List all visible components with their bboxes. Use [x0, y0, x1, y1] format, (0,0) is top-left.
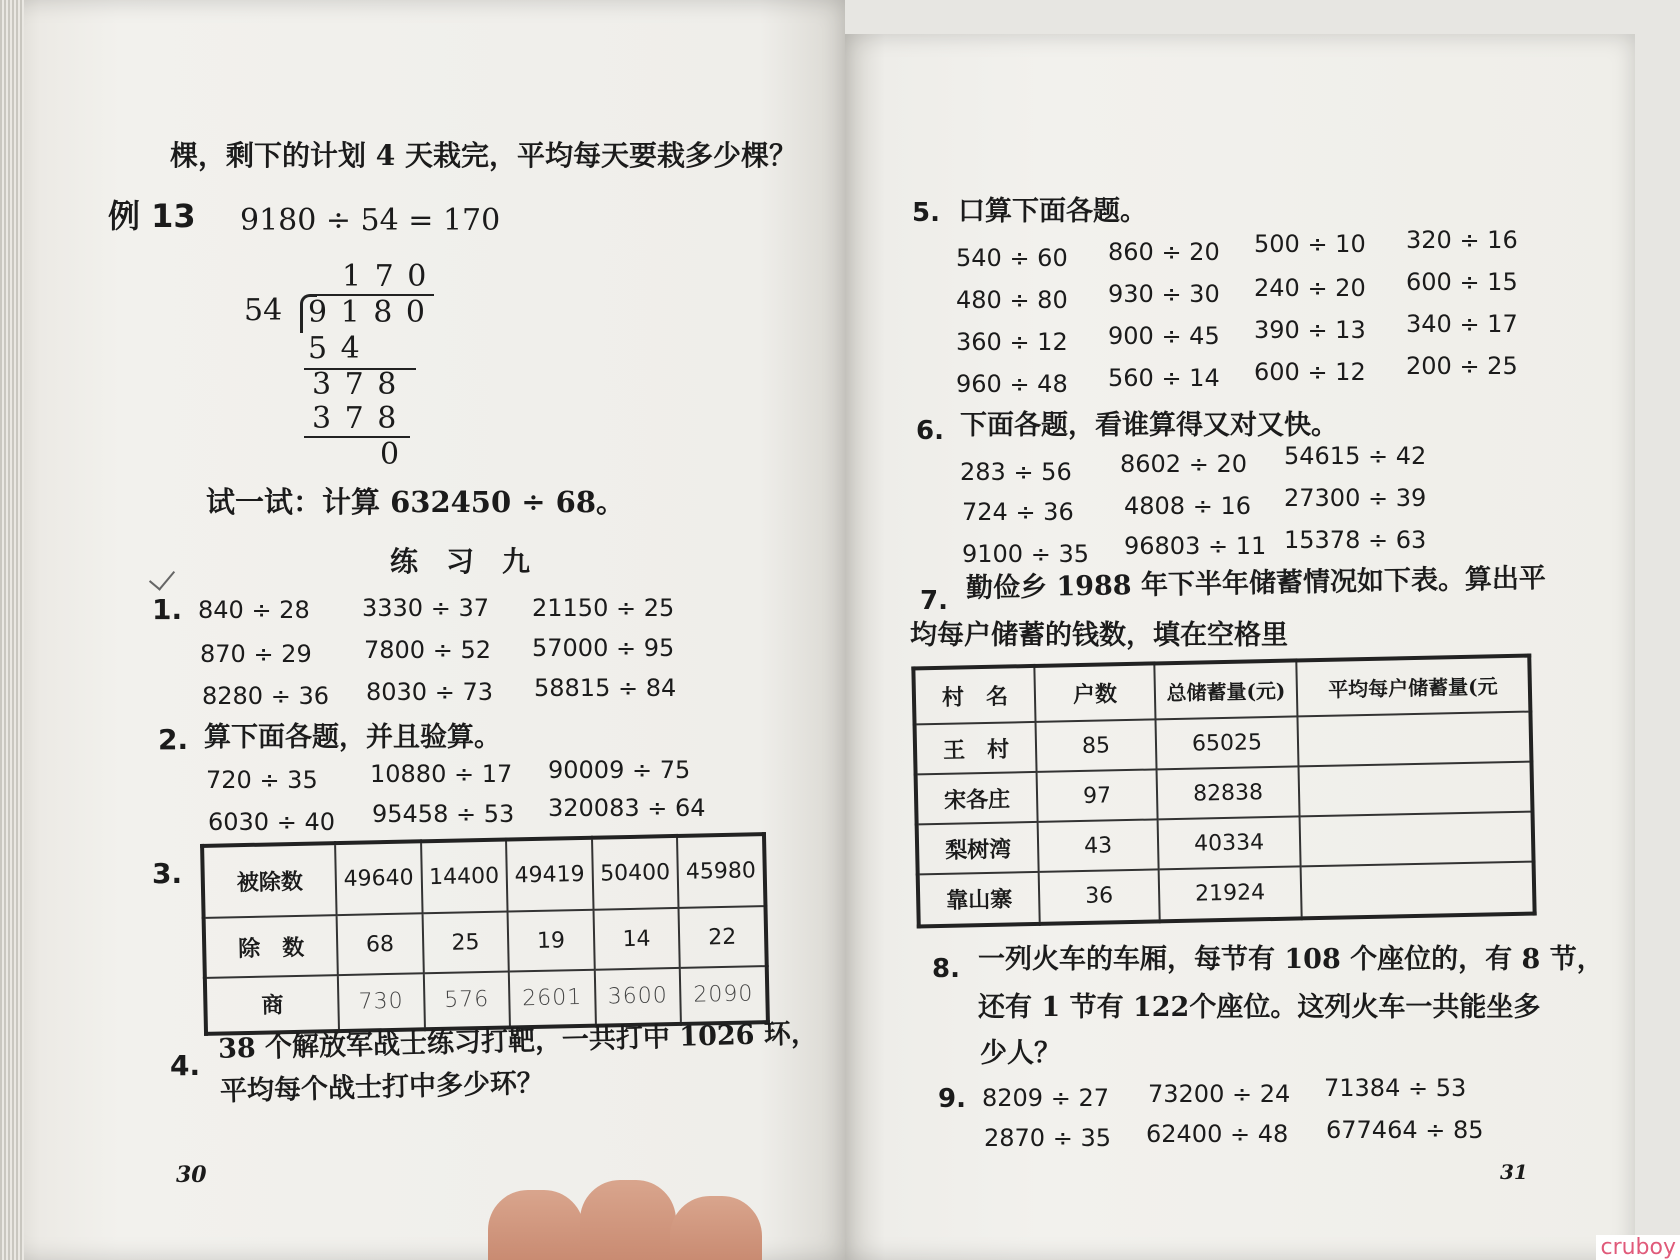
q8-line-3: 少人？ [980, 1038, 1061, 1069]
finger [488, 1190, 584, 1260]
q9-number: 9. [938, 1084, 966, 1114]
example-equation: 9180 ÷ 54 = 170 [240, 203, 501, 238]
q6-instruction: 下面各题，看谁算得又对又快。 [960, 410, 1338, 441]
q8-line-1: 一列火车的车厢，每节有 108 个座位的，有 8 节， [978, 944, 1604, 975]
q5-item: 540 ÷ 60 [956, 244, 1068, 272]
q5-item: 500 ÷ 10 [1254, 230, 1366, 258]
table-cell: 49419 [506, 838, 593, 912]
table-cell: 19 [508, 910, 595, 972]
q6-item: 54615 ÷ 42 [1284, 442, 1427, 470]
col-header-average: 平均每户储蓄量(元 [1296, 656, 1530, 717]
q5-item: 600 ÷ 15 [1406, 268, 1518, 296]
q2-item: 95458 ÷ 53 [372, 800, 515, 828]
q6-item: 8602 ÷ 20 [1120, 450, 1247, 478]
q6-item: 15378 ÷ 63 [1284, 526, 1427, 554]
households-cell: 43 [1038, 820, 1159, 873]
q2-instruction: 算下面各题，并且验算。 [204, 722, 501, 753]
table-cell: 49640 [335, 841, 422, 915]
q4-number: 4. [170, 1049, 201, 1082]
q7-number: 7. [920, 586, 948, 616]
q2-item: 6030 ÷ 40 [208, 808, 335, 836]
division-remainder: 0 [380, 437, 400, 472]
table-cell: 22 [679, 906, 767, 968]
table-cell: 45980 [677, 834, 765, 908]
q3-division-table [200, 832, 770, 1036]
handwritten-answer: 730 [338, 973, 425, 1031]
q1-item: 8030 ÷ 73 [366, 678, 493, 706]
q8-number: 8. [932, 954, 960, 984]
q1-item: 58815 ÷ 84 [534, 674, 677, 702]
q3-number: 3. [152, 857, 183, 890]
division-quotient: 1 7 0 [342, 259, 429, 294]
q9-item: 8209 ÷ 27 [982, 1084, 1109, 1112]
handwritten-answer: 2090 [680, 966, 768, 1024]
division-divisor: 54 [244, 293, 283, 328]
q9-item: 2870 ÷ 35 [984, 1124, 1111, 1152]
division-step-2: 3 7 8 [312, 367, 399, 402]
q5-item: 390 ÷ 13 [1254, 316, 1366, 344]
try-it-line: 试一试：计算 632450 ÷ 68。 [206, 485, 626, 519]
division-dividend: 9 1 8 0 [308, 295, 427, 330]
example-label: 例 13 [108, 197, 196, 235]
village-name: 梨树湾 [917, 822, 1039, 875]
q5-item: 860 ÷ 20 [1108, 238, 1220, 266]
watermark: cruboy [1596, 1235, 1680, 1260]
q5-item: 960 ÷ 48 [956, 370, 1068, 398]
q6-number: 6. [916, 416, 944, 446]
q5-item: 600 ÷ 12 [1254, 358, 1366, 386]
col-header-households: 户数 [1034, 663, 1155, 722]
q1-item: 57000 ÷ 95 [532, 634, 675, 662]
q8-line-2: 还有 1 节有 122个座位。这列火车一共能坐多 [978, 992, 1541, 1023]
q6-item: 283 ÷ 56 [960, 458, 1072, 486]
q7-line-2: 均每户储蓄的钱数，填在空格里 [910, 620, 1288, 651]
handwritten-answer: 576 [423, 972, 510, 1030]
total-cell: 65025 [1155, 716, 1298, 769]
q1-item: 840 ÷ 28 [198, 596, 310, 624]
continued-problem-line: 棵，剩下的计划 4 天栽完，平均每天要栽多少棵？ [170, 139, 797, 172]
row-label-quotient: 商 [205, 975, 339, 1034]
q4-line-1: 38 个解放军战士练习打靶，一共打中 1026 环， [217, 1018, 819, 1065]
q5-item: 360 ÷ 12 [956, 328, 1068, 356]
q1-item: 7800 ÷ 52 [364, 636, 491, 664]
total-cell: 21924 [1159, 867, 1302, 922]
total-cell: 40334 [1158, 817, 1301, 870]
table-cell: 14 [593, 908, 680, 970]
q5-item: 200 ÷ 25 [1406, 352, 1518, 380]
q5-item: 930 ÷ 30 [1108, 280, 1220, 308]
q2-item: 10880 ÷ 17 [370, 760, 513, 788]
q5-instruction: 口算下面各题。 [958, 196, 1147, 227]
households-cell: 36 [1039, 870, 1160, 924]
q1-number: 1. [152, 593, 183, 626]
q6-item: 96803 ÷ 11 [1124, 532, 1267, 560]
q5-item: 560 ÷ 14 [1108, 364, 1220, 392]
q6-item: 4808 ÷ 16 [1124, 492, 1251, 520]
page-number-right: 31 [1500, 1160, 1528, 1184]
col-header-village: 村 名 [913, 666, 1035, 725]
q5-item: 480 ÷ 80 [956, 286, 1068, 314]
handwritten-answer: 2601 [509, 970, 596, 1028]
q9-item: 71384 ÷ 53 [1324, 1074, 1467, 1102]
q9-item: 73200 ÷ 24 [1148, 1080, 1291, 1108]
finger [670, 1196, 762, 1260]
q2-item: 720 ÷ 35 [206, 766, 318, 794]
q5-item: 900 ÷ 45 [1108, 322, 1220, 350]
q5-item: 320 ÷ 16 [1406, 226, 1518, 254]
finger [580, 1180, 676, 1260]
page-edges [0, 0, 24, 1260]
table-cell: 14400 [421, 840, 508, 914]
q2-number: 2. [158, 723, 189, 756]
total-cell: 82838 [1157, 767, 1300, 820]
village-name: 靠山寨 [918, 872, 1040, 926]
average-blank [1300, 812, 1534, 867]
q4-line-2: 平均每个战士打中多少环？ [219, 1067, 545, 1108]
q1-item: 8280 ÷ 36 [202, 682, 329, 710]
households-cell: 97 [1037, 770, 1158, 823]
row-label-dividend: 被除数 [202, 843, 336, 918]
q1-item: 870 ÷ 29 [200, 640, 312, 668]
q6-item: 27300 ÷ 39 [1284, 484, 1427, 512]
q5-number: 5. [912, 198, 940, 228]
q5-item: 240 ÷ 20 [1254, 274, 1366, 302]
table-cell: 50400 [592, 836, 679, 910]
table-cell: 25 [422, 912, 509, 974]
table-cell: 68 [337, 913, 424, 975]
division-step-3: 3 7 8 [312, 401, 399, 436]
col-header-total: 总储蓄量(元) [1154, 660, 1297, 719]
q7-line-1: 勤俭乡 1988 年下半年储蓄情况如下表。算出平 [965, 562, 1547, 605]
savings-table [911, 654, 1536, 929]
row-label-divisor: 除 数 [204, 915, 338, 978]
village-name: 宋各庄 [916, 772, 1038, 825]
handwritten-answer: 3600 [594, 968, 681, 1026]
q2-item: 320083 ÷ 64 [548, 794, 706, 822]
village-name: 王 村 [915, 722, 1037, 775]
q9-item: 62400 ÷ 48 [1146, 1120, 1289, 1148]
q1-item: 21150 ÷ 25 [532, 594, 675, 622]
exercise-title: 练 习 九 [390, 545, 531, 578]
average-blank [1301, 862, 1535, 919]
division-step-1: 5 4 [308, 331, 362, 366]
q1-item: 3330 ÷ 37 [362, 594, 489, 622]
average-blank [1299, 762, 1533, 817]
page-number-left: 30 [176, 1162, 207, 1188]
q6-item: 9100 ÷ 35 [962, 540, 1089, 568]
households-cell: 85 [1036, 719, 1157, 772]
q5-item: 340 ÷ 17 [1406, 310, 1518, 338]
average-blank [1297, 712, 1531, 767]
q9-item: 677464 ÷ 85 [1326, 1116, 1484, 1144]
q2-item: 90009 ÷ 75 [548, 756, 691, 784]
q6-item: 724 ÷ 36 [962, 498, 1074, 526]
